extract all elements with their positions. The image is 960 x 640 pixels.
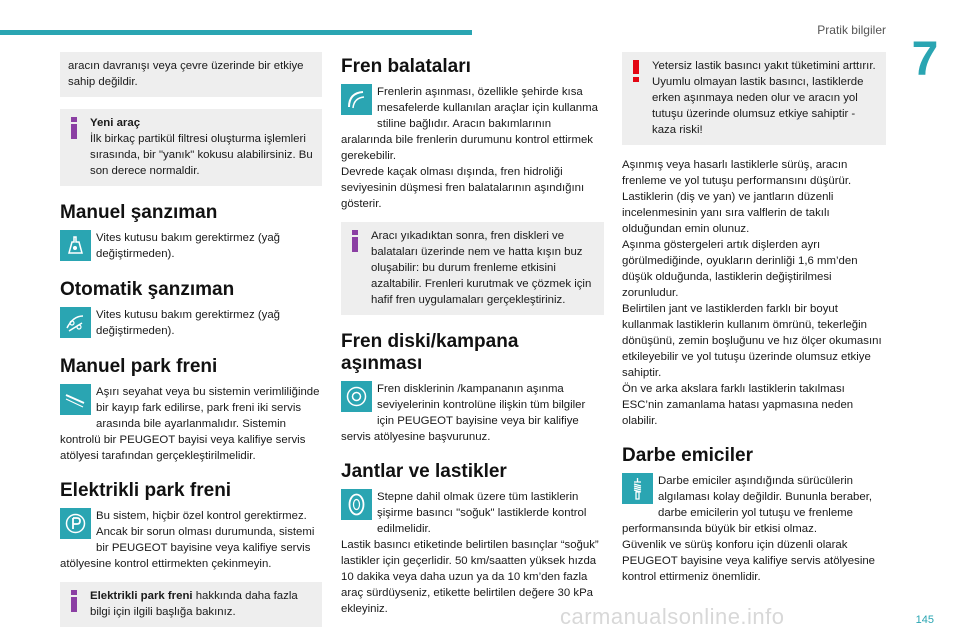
- tyre-para-1: Aşınmış veya hasarlı lastiklerle sürüş, aracın frenleme ve yol tutuşu performansını düşürür. Lastiklerin (diş ve yan) ve jantların düzenli incelenmesinin yanı sıra valflerin de takılı olduğundan emin olunuz.: [622, 159, 852, 235]
- electric-park-text: Bu sistem, hiçbir özel kontrol gerektirmez. Ancak bir sorun olması durumunda, sistemi bir PEUGEOT bayisine veya kalifiye servis atölyesine kontrol ettirmekten çekinmeyin.: [60, 510, 315, 570]
- heading-shock-absorbers: Darbe emiciler: [622, 445, 753, 466]
- tyre-icon: [341, 489, 372, 520]
- brake-pads-icon: [341, 84, 372, 115]
- column-right: [622, 52, 886, 585]
- continued-note-text: aracın davranışı veya çevre üzerinde bir etkiye sahip değildir.: [68, 60, 304, 88]
- info-box-wash: [341, 222, 604, 315]
- shock-block: [622, 473, 886, 537]
- tyre-para-4: Ön ve arka akslara farklı lastiklerin takılması ESC’nin zamanlama hatası yapmasına neden olabilir.: [622, 383, 854, 427]
- tyres-text: Stepne dahil olmak üzere tüm lastiklerin şişirme basıncı "soğuk" lastiklerde kontrol edilmelidir.: [377, 491, 587, 535]
- info-icon: [68, 117, 80, 139]
- tyre-para-3: Belirtilen jant ve lastiklerden farklı bir boyut kullanmak lastiklerin kullanım ömrünü, tekerleğin dönüşünü, zemin boşluğunu ve hız ölçer okumasını etkileyebilir ve yol tutuşu üzerinde olumsuz etkiye sahiptir.: [622, 303, 882, 379]
- heading-manual-gearbox: Manuel şanzıman: [60, 202, 218, 223]
- info-epb-bold: Elektrikli park freni: [90, 590, 193, 602]
- heading-disc-wear: Fren diski/kampana aşınması: [341, 331, 519, 374]
- warning-pressure-text: Yetersiz lastik basıncı yakıt tüketimini arttırır. Uyumlu olmayan lastik basıncı, lastiklerde erken aşınmaya neden olur ve aracın yol tutuşu üzerinde olumsuz etkiye sahiptir - kaza riski!: [652, 60, 876, 136]
- auto-gearbox-icon: [60, 307, 91, 338]
- gearbox-oil-icon: [60, 230, 91, 261]
- heading-electric-park-brake: Elektrikli park freni: [60, 480, 232, 501]
- warning-box-pressure: [622, 52, 886, 145]
- info-box-new-vehicle: [60, 109, 322, 186]
- page-number: 145: [915, 614, 934, 626]
- watermark: carmanualsonline.info: [560, 604, 785, 629]
- brake-pads-block: [341, 84, 604, 164]
- parking-brake-icon: [60, 384, 91, 415]
- info-icon: [68, 590, 80, 612]
- heading-tyres: Jantlar ve lastikler: [341, 461, 507, 482]
- chapter-number: 7: [911, 33, 939, 86]
- manual-gearbox-block: [60, 230, 322, 263]
- column-middle: [341, 52, 604, 617]
- manual-gearbox-text: Vites kutusu bakım gerektirmez (yağ değiştirmeden).: [96, 232, 281, 260]
- continued-note-box: [60, 52, 322, 97]
- shock-text-2: Güvenlik ve sürüş konforu için düzenli olarak PEUGEOT bayisine veya kalifiye servis atölyesine kontrol ettirmeniz önemlidir.: [622, 539, 876, 583]
- warning-icon: [633, 60, 639, 82]
- brake-pads-text-2: Devrede kaçak olması dışında, fren hidroliği seviyesinin düşmesi fren balatalarının aşındığını gösterir.: [341, 166, 585, 210]
- info-box-epb: [60, 582, 322, 627]
- disc-wear-block: [341, 381, 604, 445]
- heading-brake-pads: Fren balataları: [341, 56, 471, 77]
- section-title: Pratik bilgiler: [817, 23, 886, 37]
- info-epb-text: hakkında daha fazla bilgi için ilgili başlığa bakınız.: [90, 590, 298, 618]
- shock-absorber-icon: [622, 473, 653, 504]
- info-box-title: Yeni araç: [90, 117, 141, 129]
- info-wash-text: Aracı yıkadıktan sonra, fren diskleri ve balataları üzerinde nem ve hatta kışın buz oluşabilir: bu durum frenleme etkisini azaltabilir. Frenleri kurutmak ve çözmek için hafif fren uygulamaları gerçekleştiriniz.: [371, 230, 592, 306]
- tyres-text-2: Lastik basıncı etiketinde belirtilen basınçlar “soğuk” lastikler için geçerlidir. 50 km/saatten yüksek hızda 10 dakika veya daha uzun ya da 10 km’den fazla araç sürdüyseniz, etikette belirtilen değere 30 kPa ekleyiniz.: [341, 539, 599, 615]
- tyres-block: [341, 489, 604, 537]
- manual-park-text: Aşırı seyahat veya bu sistemin verimliliğinde bir kayıp fark edilirse, park freni iki servis arasında bile ayarlanmalıdır. Sistemin kontrolü bir PEUGEOT bayisi veya kalifiye servis atölyesi tarafından gerçekleştirilmelidir.: [60, 386, 320, 462]
- electric-park-brake-icon: [60, 508, 91, 539]
- shock-text: Darbe emiciler aşındığında sürücülerin algılaması kolay değildir. Bununla beraber, darbe emicilerin yol tutuşu ve frenleme performansında büyük bir etkisi olmaz.: [622, 475, 873, 535]
- auto-gearbox-block: [60, 307, 322, 340]
- info-epb-paragraph: [90, 588, 314, 620]
- auto-gearbox-text: Vites kutusu bakım gerektirmez (yağ değiştirmeden).: [96, 309, 281, 337]
- brake-pads-text: Frenlerin aşınması, özellikle şehirde kısa mesafelerde kullanılan araçlar için kullanma stiline bağlıdır. Aracın bakımlarının aralarında bile frenlerin durumunu kontrol ettirmek gerekebilir.: [341, 86, 598, 162]
- column-left: [60, 52, 322, 639]
- info-icon: [349, 230, 361, 252]
- brake-disc-icon: [341, 381, 372, 412]
- disc-wear-text: Fren disklerinin /kampananın aşınma seviyelerinin kontrolüne ilişkin tüm bilgiler için PEUGEOT bayisine veya bir kalifiye servis atölyesine başvurunuz.: [341, 383, 586, 443]
- manual-park-block: [60, 384, 322, 464]
- electric-park-block: [60, 508, 322, 572]
- heading-auto-gearbox: Otomatik şanzıman: [60, 279, 235, 300]
- heading-manual-park-brake: Manuel park freni: [60, 356, 218, 377]
- info-box-text: İlk birkaç partikül filtresi oluşturma işlemleri sırasında, bir "yanık" kokusu alabilirsiniz. Bu son derece normaldir.: [90, 133, 313, 177]
- header-accent-bar: [0, 30, 472, 35]
- tyre-para-2: Aşınma göstergeleri artık dişlerden ayrı görülmediğinde, oyukların derinliği 1,6 mm’den düşük olduğunda, lastiklerin değiştirilmesi zorunludur.: [622, 239, 858, 299]
